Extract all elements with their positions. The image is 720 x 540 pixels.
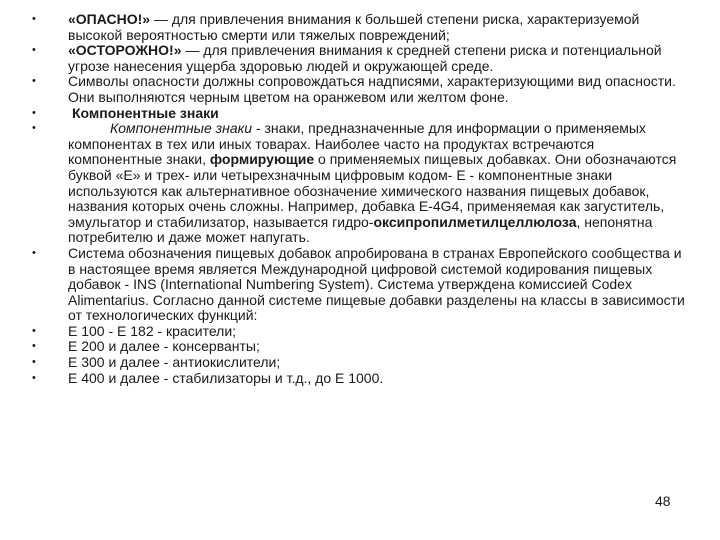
term-bold: формирующие: [209, 151, 315, 168]
item-text: Е 200 и далее - консерванты;: [68, 338, 260, 355]
list-item: [32, 324, 692, 340]
list-item: [32, 355, 692, 371]
bullet-icon: •: [32, 340, 36, 353]
bullet-icon: •: [32, 122, 36, 135]
bullet-icon: •: [32, 106, 36, 119]
bullet-icon: •: [32, 246, 36, 259]
danger-signal-word: «ОПАСНО!»: [68, 11, 151, 27]
item-text: Е 300 и далее - антиокислители;: [68, 354, 281, 371]
item-text: Е 100 - Е 182 - красители;: [68, 322, 237, 339]
list-item: [32, 246, 692, 324]
item-text: — для привлечения внимания к средней степени риска и потенциальной угрозе нанесения ущерба здоровью людей и окружающей среде.: [68, 42, 662, 74]
page-number: 48: [655, 493, 671, 509]
bullet-icon: •: [32, 324, 36, 337]
bullet-icon: •: [32, 356, 36, 369]
item-text: Е 400 и далее - стабилизаторы и т.д., до Е 1000.: [68, 369, 384, 386]
caution-signal-word: «ОСТОРОЖНО!»: [68, 42, 182, 59]
bullet-icon: •: [32, 13, 36, 25]
item-text: о применяемых пищевых добавках. Они обозначаются буквой «Е» и трех- или четырехзначным цифровым кодом- Е - компонентные знаки используются как альтернативное обозначение химического названия пищевых добавок, названия которых очень сложны. Например, добавка Е-4G4, применяемая как загуститель, эмульгатор и стабилизатор, называется гидро-: [68, 151, 677, 230]
chemical-name-bold: оксипропилметилцеллюлоза: [373, 213, 577, 230]
list-item: [32, 339, 692, 355]
list-item: [32, 12, 692, 43]
bullet-icon: •: [32, 75, 36, 88]
list-item: [32, 371, 692, 387]
list-item: [32, 121, 692, 246]
item-text: , непонятна потребителю и даже может напугать.: [68, 213, 653, 246]
item-text: — для привлечения внимания к большей степени риска, характеризуемой высокой вероятностью смерти или тяжелых повреждений;: [68, 11, 640, 43]
section-heading: Компонентные знаки: [72, 104, 219, 121]
bullet-icon: •: [32, 44, 36, 57]
list-item: [32, 43, 692, 74]
section-heading-item: [32, 106, 692, 122]
list-item: [32, 74, 692, 105]
item-text: Система обозначения пищевых добавок апробирована в странах Европейского сообщества и в настоящее время является Международной цифровой системой кодирования пищевых добавок - INS (International Numbering System). Система утверждена комиссией Codex Alimentarius. Согласно данной системе пищевые добавки разделены на классы в зависимости от технологических функций:: [68, 244, 685, 324]
bullet-icon: •: [32, 371, 36, 384]
slide-bullet-list: [32, 12, 692, 386]
term-italic: Компонентные знаки: [110, 120, 253, 137]
item-text: - знаки, предназначенные для информации о применяемых компонентах в тех или иных товарах. Наиболее часто на продуктах встречаются компонентные знаки,: [68, 120, 646, 168]
item-text: Символы опасности должны сопровождаться надписями, характеризующими вид опасности. Они выполняются черным цветом на оранжевом или желтом фоне.: [68, 73, 676, 105]
